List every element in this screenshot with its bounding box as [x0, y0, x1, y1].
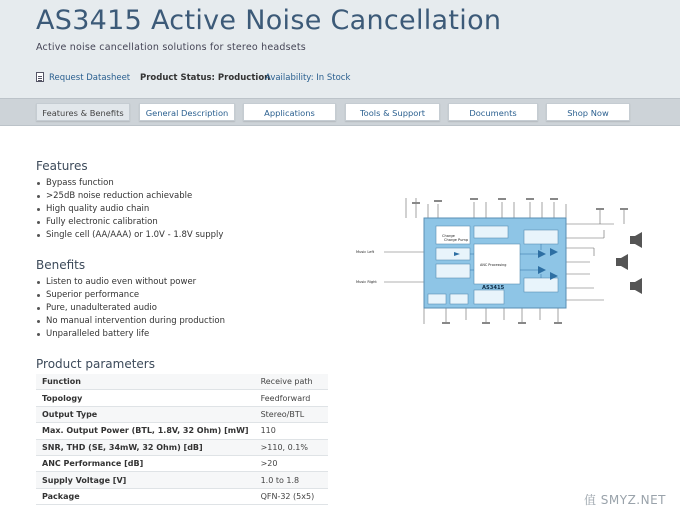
tab-general-description[interactable]: General Description — [139, 103, 235, 121]
param-key: Topology — [36, 390, 255, 406]
param-key: SNR, THD (SE, 34mW, 32 Ohm) [dB] — [36, 439, 255, 455]
list-item: Unparalleled battery life — [36, 328, 225, 341]
tab-features-benefits[interactable]: Features & Benefits — [36, 103, 130, 121]
benefits-list — [36, 276, 225, 341]
tab-bar — [0, 98, 680, 126]
param-key: Function — [36, 374, 255, 390]
param-value: Feedforward — [255, 390, 328, 406]
list-item: No manual intervention during production — [36, 315, 225, 328]
table-row — [36, 390, 328, 406]
benefits-heading: Benefits — [36, 258, 86, 272]
page-subtitle: Active noise cancellation solutions for stereo headsets — [36, 42, 306, 53]
param-value: QFN-32 (5x5) — [255, 488, 328, 504]
tab-documents[interactable]: Documents — [448, 103, 538, 121]
availability-link[interactable]: Availability: In Stock — [265, 73, 351, 83]
tab-shop-now[interactable]: Shop Now — [546, 103, 630, 121]
page-title: AS3415 Active Noise Cancellation — [36, 5, 502, 36]
param-value: 1.0 to 1.8 — [255, 472, 328, 488]
table-row — [36, 374, 328, 390]
table-row — [36, 472, 328, 488]
product-status: Product Status: Production — [140, 73, 271, 83]
tab-applications[interactable]: Applications — [243, 103, 336, 121]
list-item: Listen to audio even without power — [36, 276, 225, 289]
param-value: Receive path — [255, 374, 328, 390]
block-diagram — [354, 190, 670, 332]
param-key: ANC Performance [dB] — [36, 455, 255, 471]
product-parameters-table — [36, 374, 328, 505]
list-item: Bypass function — [36, 177, 223, 190]
music-right-label: Music Right — [356, 280, 377, 284]
features-heading: Features — [36, 159, 88, 173]
param-value: 110 — [255, 423, 328, 439]
table-row — [36, 488, 328, 504]
list-item: High quality audio chain — [36, 203, 223, 216]
table-row — [36, 455, 328, 471]
list-item: Pure, unadulterated audio — [36, 302, 225, 315]
param-value: >20 — [255, 455, 328, 471]
watermark: 值 SMYZ.NET — [583, 493, 666, 507]
param-key: Supply Voltage [V] — [36, 472, 255, 488]
tab-tools-support[interactable]: Tools & Support — [345, 103, 440, 121]
music-left-label: Music Left — [356, 250, 375, 254]
list-item: >25dB noise reduction achievable — [36, 190, 223, 203]
table-row — [36, 423, 328, 439]
svg-text:Charge: Charge — [442, 234, 455, 238]
param-key: Max. Output Power (BTL, 1.8V, 32 Ohm) [mW] — [36, 423, 255, 439]
charge-pump-label: Charge Pump — [444, 238, 469, 242]
anc-block-label: ANC Processing — [480, 263, 507, 267]
list-item: Single cell (AA/AAA) or 1.0V - 1.8V supply — [36, 229, 223, 242]
product-header — [0, 0, 680, 98]
list-item: Fully electronic calibration — [36, 216, 223, 229]
param-key: Output Type — [36, 406, 255, 422]
param-value: >110, 0.1% — [255, 439, 328, 455]
chip-label: AS3415 — [482, 285, 505, 291]
document-icon — [36, 72, 44, 82]
request-datasheet-label: Request Datasheet — [49, 73, 131, 83]
features-list — [36, 177, 223, 242]
table-row — [36, 439, 328, 455]
list-item: Superior performance — [36, 289, 225, 302]
param-value: Stereo/BTL — [255, 406, 328, 422]
params-heading: Product parameters — [36, 357, 155, 371]
param-key: Package — [36, 488, 255, 504]
table-row — [36, 406, 328, 422]
